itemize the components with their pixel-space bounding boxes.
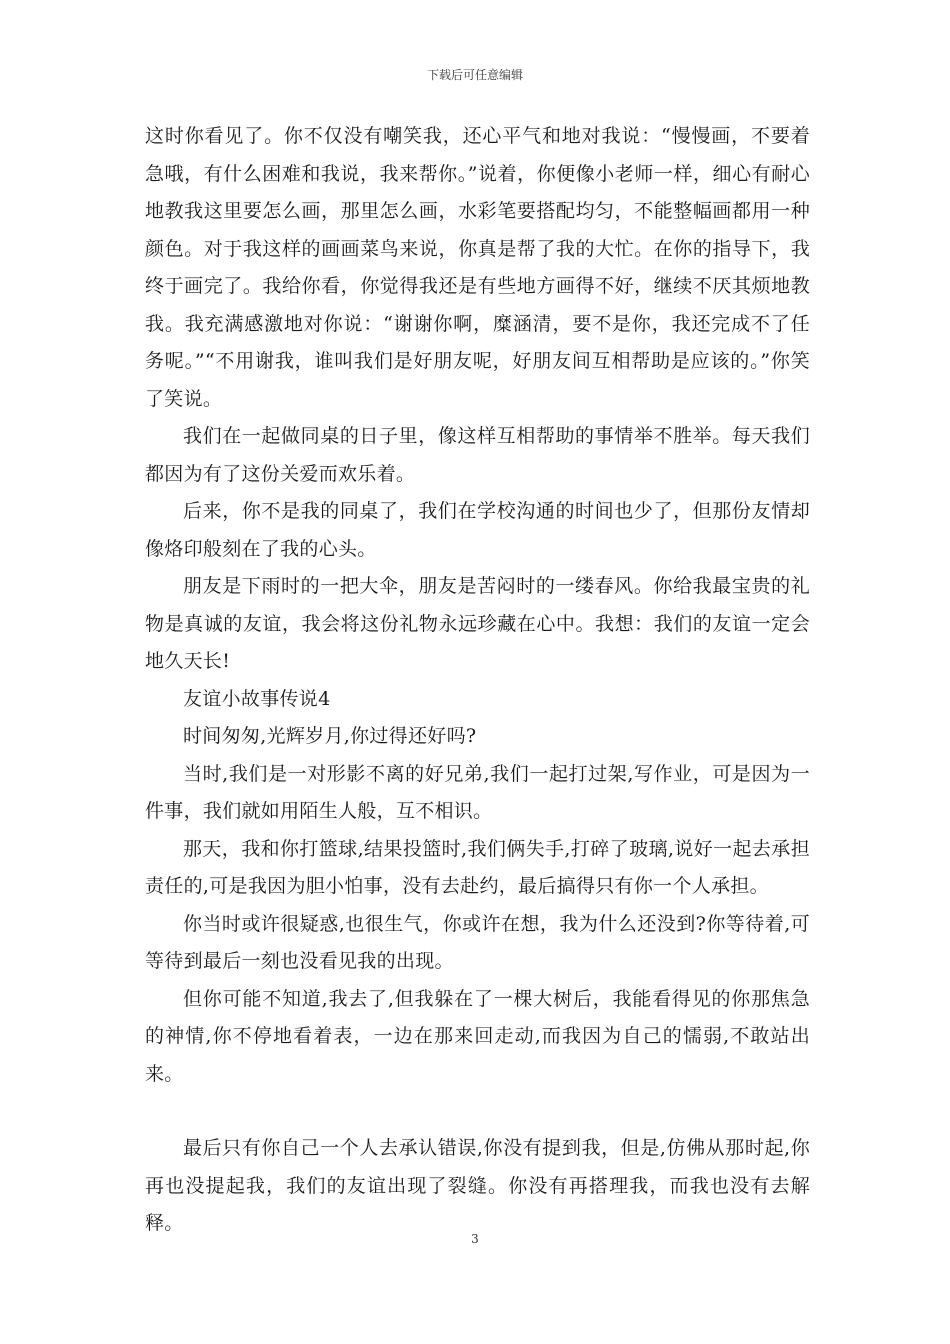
- paragraph: 朋友是下雨时的一把大伞，朋友是苦闷时的一缕春风。你给我最宝贵的礼物是真诚的友谊，我会将这份礼物永远珍藏在心中。我想：我们的友谊一定会地久天长!: [145, 575, 810, 672]
- paragraph: 后来，你不是我的同桌了，我们在学校沟通的时间也少了，但那份友情却像烙印般刻在了我的心头。: [145, 500, 810, 560]
- document-body: [145, 118, 810, 1243]
- paragraph: 你当时或许很疑惑,也很生气，你或许在想，我为什么还没到?你等待着,可等待到最后一刻也没看见我的出现。: [145, 912, 810, 972]
- paragraph: 最后只有你自己一个人去承认错误,你没有提到我，但是,仿佛从那时起,你再也没提起我，我们的友谊出现了裂缝。你没有再搭理我，而我也没有去解释。: [145, 1137, 810, 1234]
- paragraph: 这时你看见了。你不仅没有嘲笑我，还心平气和地对我说：“慢慢画，不要着急哦，有什么困难和我说，我来帮你。”说着，你便像小老师一样，细心有耐心地教我这里要怎么画，那里怎么画，水彩笔要搭配均匀，不能整幅画都用一种颜色。对于我这样的画画菜鸟来说，你真是帮了我的大忙。在你的指导下，我终于画完了。我给你看，你觉得我还是有些地方画得不好，继续不厌其烦地教我。我充满感激地对你说：“谢谢你啊，糜涵清，要不是你，我还完成不了任务呢。”“不用谢我，谁叫我们是好朋友呢，好朋友间互相帮助是应该的。”你笑了笑说。: [145, 125, 810, 410]
- paragraph: 当时,我们是一对形影不离的好兄弟,我们一起打过架,写作业，可是因为一件事，我们就如用陌生人般，互不相识。: [145, 762, 810, 822]
- page-header: 下载后可任意编辑: [426, 68, 523, 82]
- paragraph: 但你可能不知道,我去了,但我躲在了一棵大树后，我能看得见的你那焦急的神情,你不停地看着表，一边在那来回走动,而我因为自己的懦弱,不敢站出来。: [145, 987, 810, 1085]
- paragraph: 那天，我和你打篮球,结果投篮时,我们俩失手,打碎了玻璃,说好一起去承担责任的,可是我因为胆小怕事，没有去赴约，最后搞得只有你一个人承担。: [145, 837, 810, 897]
- paragraph: 时间匆匆,光辉岁月,你过得还好吗?: [183, 725, 477, 747]
- section-heading: 友谊小故事传说4: [183, 687, 331, 710]
- paragraph: 我们在一起做同桌的日子里，像这样互相帮助的事情举不胜举。每天我们都因为有了这份关爱而欢乐着。: [145, 425, 810, 485]
- page-number: 3: [471, 1232, 479, 1246]
- paragraph-spacer: [145, 1093, 810, 1130]
